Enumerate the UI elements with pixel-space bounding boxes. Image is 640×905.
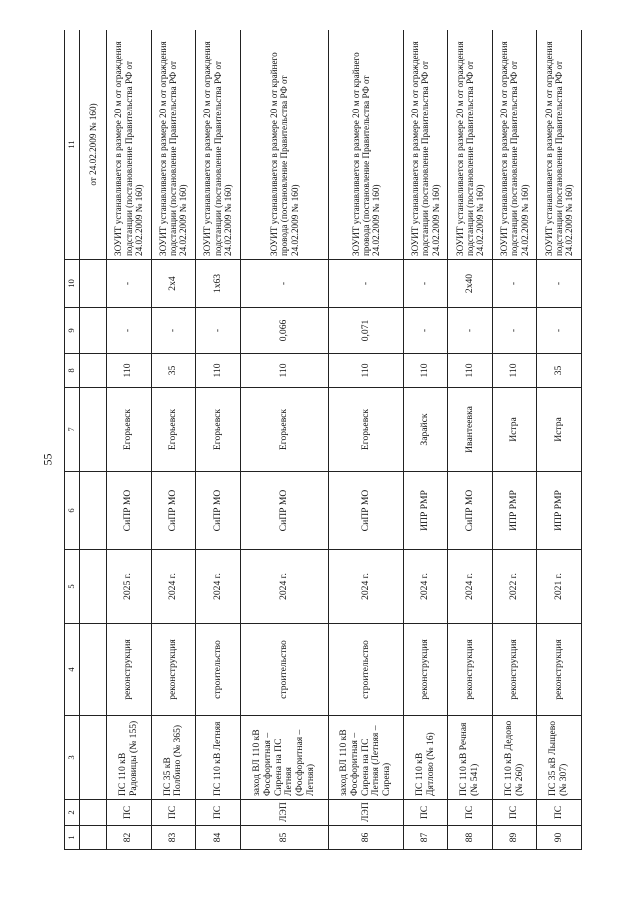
line-length: - [537, 308, 582, 354]
object-name: заход ВЛ 110 кВ Фосфоритная – Сирена на ПС Летняя (Летняя – Сирена) [329, 716, 404, 800]
voltage: 110 [403, 354, 448, 388]
facilities-table [64, 30, 582, 850]
line-length: - [107, 308, 152, 354]
column-number: 7 [65, 388, 80, 472]
locality: Истра [537, 388, 582, 472]
completion-year: 2024 г. [403, 550, 448, 624]
row-number: 82 [107, 826, 152, 850]
locality: Ивантеевка [448, 388, 493, 472]
protection-zone-note: ЗОУИТ устанавливается в размере 20 м от ограждения подстанции (постановление Правительства РФ от 24.02.2009 № 160) [107, 30, 152, 260]
transformer-capacity: 2х4 [151, 260, 196, 308]
protection-zone-note: ЗОУИТ устанавливается в размере 20 м от ограждения подстанции (постановление Правительства РФ от 24.02.2009 № 160) [196, 30, 241, 260]
protection-zone-note: ЗОУИТ устанавливается в размере 20 м от крайнего провода (постановление Правительства РФ от 24.02.2009 № 160) [329, 30, 404, 260]
source-document: СиПР МО [196, 472, 241, 550]
transformer-capacity: - [240, 260, 329, 308]
work-type: реконструкция [403, 624, 448, 716]
continuation-note: от 24.02.2009 № 160) [80, 30, 107, 260]
row-number: 83 [151, 826, 196, 850]
object-name: ПС 110 кВ Дятлово (№ 16) [403, 716, 448, 800]
object-name: ПС 110 кВ Дедово (№ 260) [492, 716, 537, 800]
transformer-capacity: - [403, 260, 448, 308]
object-type: ЛЭП [329, 800, 404, 826]
row-number: 88 [448, 826, 493, 850]
locality: Егорьевск [329, 388, 404, 472]
protection-zone-note: ЗОУИТ устанавливается в размере 20 м от ограждения подстанции (постановление Правительства РФ от 24.02.2009 № 160) [151, 30, 196, 260]
row-number: 85 [240, 826, 329, 850]
work-type: строительство [196, 624, 241, 716]
completion-year: 2024 г. [151, 550, 196, 624]
line-length: 0,066 [240, 308, 329, 354]
column-number: 1 [65, 826, 80, 850]
line-length: - [151, 308, 196, 354]
line-length: - [492, 308, 537, 354]
line-length: - [448, 308, 493, 354]
table-row [403, 30, 448, 850]
voltage: 35 [151, 354, 196, 388]
source-document: СиПР МО [329, 472, 404, 550]
object-type: ПС [537, 800, 582, 826]
source-document: ИПР РМР [403, 472, 448, 550]
locality: Егорьевск [107, 388, 152, 472]
completion-year: 2021 г. [537, 550, 582, 624]
completion-year: 2024 г. [448, 550, 493, 624]
continuation-row [80, 30, 107, 850]
page-number: 55 [40, 453, 55, 466]
voltage: 35 [537, 354, 582, 388]
work-type: строительство [240, 624, 329, 716]
column-number: 8 [65, 354, 80, 388]
protection-zone-note: ЗОУИТ устанавливается в размере 20 м от ограждения подстанции (постановление Правительства РФ от 24.02.2009 № 160) [537, 30, 582, 260]
protection-zone-note: ЗОУИТ устанавливается в размере 20 м от ограждения подстанции (постановление Правительства РФ от 24.02.2009 № 160) [448, 30, 493, 260]
object-name: ПС 110 кВ Летняя [196, 716, 241, 800]
line-length: 0,071 [329, 308, 404, 354]
source-document: ИПР РМР [537, 472, 582, 550]
object-name: ПС 110 кВ Речная (№ 541) [448, 716, 493, 800]
line-length: - [403, 308, 448, 354]
source-document: СиПР МО [151, 472, 196, 550]
table-row [329, 30, 404, 850]
column-number: 3 [65, 716, 80, 800]
completion-year: 2025 г. [107, 550, 152, 624]
table-wrapper [64, 30, 582, 850]
locality: Егорьевск [240, 388, 329, 472]
completion-year: 2022 г. [492, 550, 537, 624]
row-number: 84 [196, 826, 241, 850]
table-row [448, 30, 493, 850]
transformer-capacity: - [492, 260, 537, 308]
source-document: ИПР РМР [492, 472, 537, 550]
protection-zone-note: ЗОУИТ устанавливается в размере 20 м от ограждения подстанции (постановление Правительства РФ от 24.02.2009 № 160) [403, 30, 448, 260]
column-number: 4 [65, 624, 80, 716]
work-type: реконструкция [492, 624, 537, 716]
object-name: ПС 35 кВ Полбино (№ 365) [151, 716, 196, 800]
object-name: заход ВЛ 110 кВ Фосфоритная – Сирена на ПС Летняя (Фосфоритная – Летняя) [240, 716, 329, 800]
voltage: 110 [240, 354, 329, 388]
object-type: ПС [196, 800, 241, 826]
work-type: реконструкция [107, 624, 152, 716]
voltage: 110 [107, 354, 152, 388]
work-type: реконструкция [537, 624, 582, 716]
column-number: 6 [65, 472, 80, 550]
column-number: 2 [65, 800, 80, 826]
voltage: 110 [196, 354, 241, 388]
table-row [107, 30, 152, 850]
row-number: 87 [403, 826, 448, 850]
object-type: ПС [107, 800, 152, 826]
locality: Зарайск [403, 388, 448, 472]
line-length: - [196, 308, 241, 354]
transformer-capacity: - [537, 260, 582, 308]
source-document: СиПР МО [448, 472, 493, 550]
source-document: СиПР МО [240, 472, 329, 550]
completion-year: 2024 г. [240, 550, 329, 624]
row-number: 90 [537, 826, 582, 850]
voltage: 110 [492, 354, 537, 388]
work-type: реконструкция [448, 624, 493, 716]
protection-zone-note: ЗОУИТ устанавливается в размере 20 м от ограждения подстанции (постановление Правительства РФ от 24.02.2009 № 160) [492, 30, 537, 260]
table-row [151, 30, 196, 850]
source-document: СиПР МО [107, 472, 152, 550]
object-type: ПС [448, 800, 493, 826]
locality: Истра [492, 388, 537, 472]
transformer-capacity: - [107, 260, 152, 308]
object-type: ПС [492, 800, 537, 826]
column-number: 9 [65, 308, 80, 354]
rotated-table-area [64, 30, 582, 850]
transformer-capacity: - [329, 260, 404, 308]
transformer-capacity: 2х40 [448, 260, 493, 308]
object-name: ПС 110 кВ Радовицы (№ 155) [107, 716, 152, 800]
object-type: ПС [151, 800, 196, 826]
voltage: 110 [448, 354, 493, 388]
completion-year: 2024 г. [329, 550, 404, 624]
protection-zone-note: ЗОУИТ устанавливается в размере 20 м от крайнего провода (постановление Правительства РФ от 24.02.2009 № 160) [240, 30, 329, 260]
column-number: 11 [65, 30, 80, 260]
table-row [240, 30, 329, 850]
completion-year: 2024 г. [196, 550, 241, 624]
column-number: 5 [65, 550, 80, 624]
table-row [492, 30, 537, 850]
work-type: реконструкция [151, 624, 196, 716]
locality: Егорьевск [196, 388, 241, 472]
column-number-row [65, 30, 80, 850]
locality: Егорьевск [151, 388, 196, 472]
column-number: 10 [65, 260, 80, 308]
voltage: 110 [329, 354, 404, 388]
table-row [537, 30, 582, 850]
row-number: 86 [329, 826, 404, 850]
table-row [196, 30, 241, 850]
work-type: строительство [329, 624, 404, 716]
row-number: 89 [492, 826, 537, 850]
object-type: ЛЭП [240, 800, 329, 826]
object-type: ПС [403, 800, 448, 826]
object-name: ПС 35 кВ Лыщево (№ 307) [537, 716, 582, 800]
transformer-capacity: 1х63 [196, 260, 241, 308]
